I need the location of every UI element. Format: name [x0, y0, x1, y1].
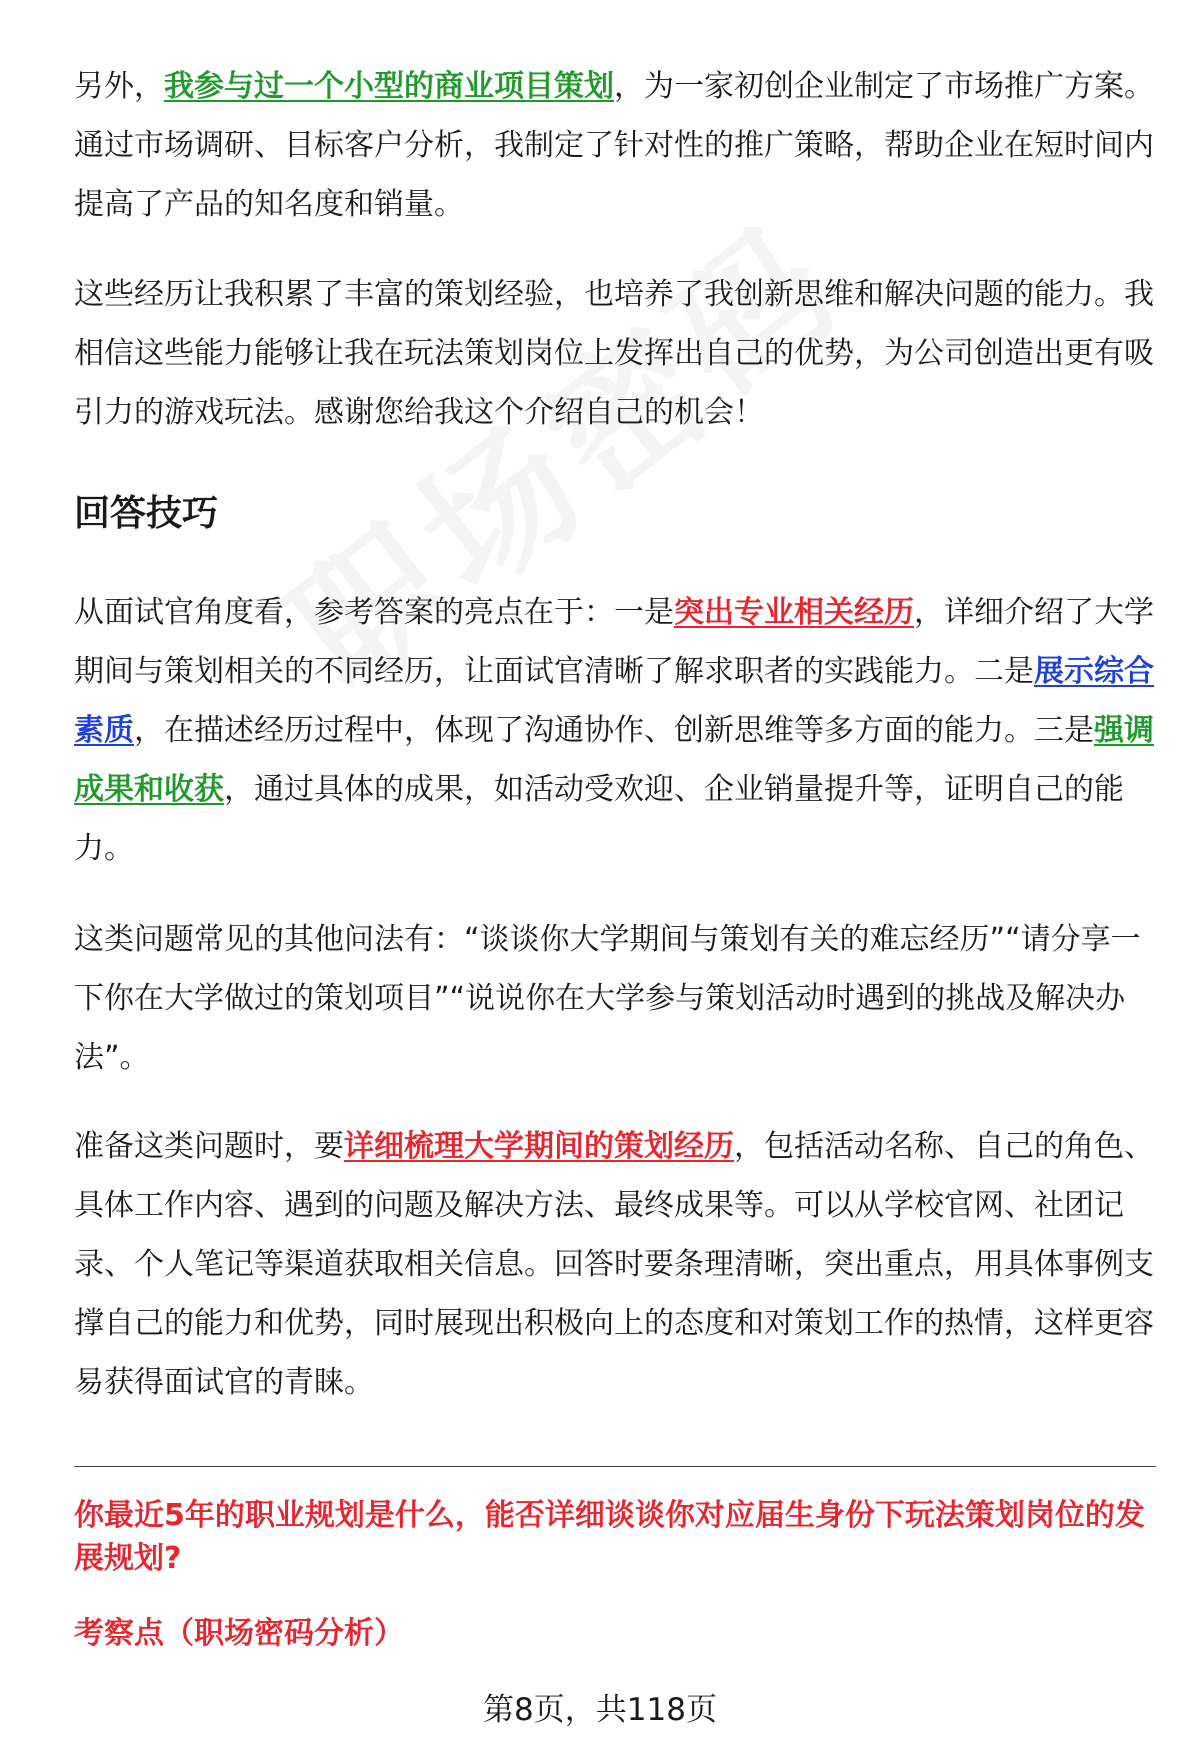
highlight-results: 强调成果和收获 — [74, 713, 1154, 807]
text: ，详细介绍了大学期间与策划相关的不同经历，让面试官清晰了解求职者的实践能力。二是 — [74, 595, 1154, 689]
highlight-preparation: 详细梳理大学期间的策划经历 — [344, 1129, 734, 1164]
paragraph-variants: 这类问题常见的其他问法有：“谈谈你大学期间与策划有关的难忘经历”“请分享一下你在大学做过的策划项目”“说说你在大学参与策划活动时遇到的挑战及解决办法”。 — [74, 922, 1141, 1075]
section-heading: 回答技巧 — [74, 493, 219, 534]
text: ，通过具体的成果，如活动受欢迎、企业销量提升等，证明自己的能力。 — [74, 772, 1124, 866]
text: ，包括活动名称、自己的角色、具体工作内容、遇到的问题及解决方法、最终成果等。可以从学校官网、社团记录、个人笔记等渠道获取相关信息。回答时要条理清晰，突出重点，用具体事例支撑自己的能力和优势，同时展现出积极向上的态度和对策划工作的热情，这样更容易获得面试官的青睐。 — [74, 1129, 1154, 1400]
text: ，在描述经历过程中，体现了沟通协作、创新思维等多方面的能力。三是 — [134, 713, 1094, 748]
examine-label: 考察点（职场密码分析） — [74, 1616, 404, 1651]
divider — [74, 1466, 1156, 1467]
text: 准备这类问题时，要 — [74, 1129, 344, 1164]
text: 另外， — [74, 69, 164, 104]
highlight-quality: 展示综合素质 — [74, 654, 1154, 748]
paragraph-summary: 这些经历让我积累了丰富的策划经验，也培养了我创新思维和解决问题的能力。我相信这些能力能够让我在玩法策划岗位上发挥出自己的优势，为公司创造出更有吸引力的游戏玩法。感谢您给我这个介绍自己的机会！ — [74, 277, 1154, 430]
page-footer: 第8页，共118页 — [483, 1692, 717, 1728]
text: ，为一家初创企业制定了市场推广方案。通过市场调研、目标客户分析，我制定了针对性的推广策略，帮助企业在短时间内提高了产品的知名度和销量。 — [74, 69, 1154, 222]
paragraph-highlights — [74, 583, 1154, 878]
highlight-business-project: 我参与过一个小型的商业项目策划 — [164, 69, 614, 104]
paragraph-preparation — [74, 1117, 1154, 1412]
highlight-experience: 突出专业相关经历 — [674, 595, 914, 630]
paragraph-business-project — [74, 57, 1154, 234]
next-question: 你最近5年的职业规划是什么，能否详细谈谈你对应届生身份下玩法策划岗位的发展规划? — [74, 1498, 1145, 1576]
text: 从面试官角度看，参考答案的亮点在于：一是 — [74, 595, 674, 630]
